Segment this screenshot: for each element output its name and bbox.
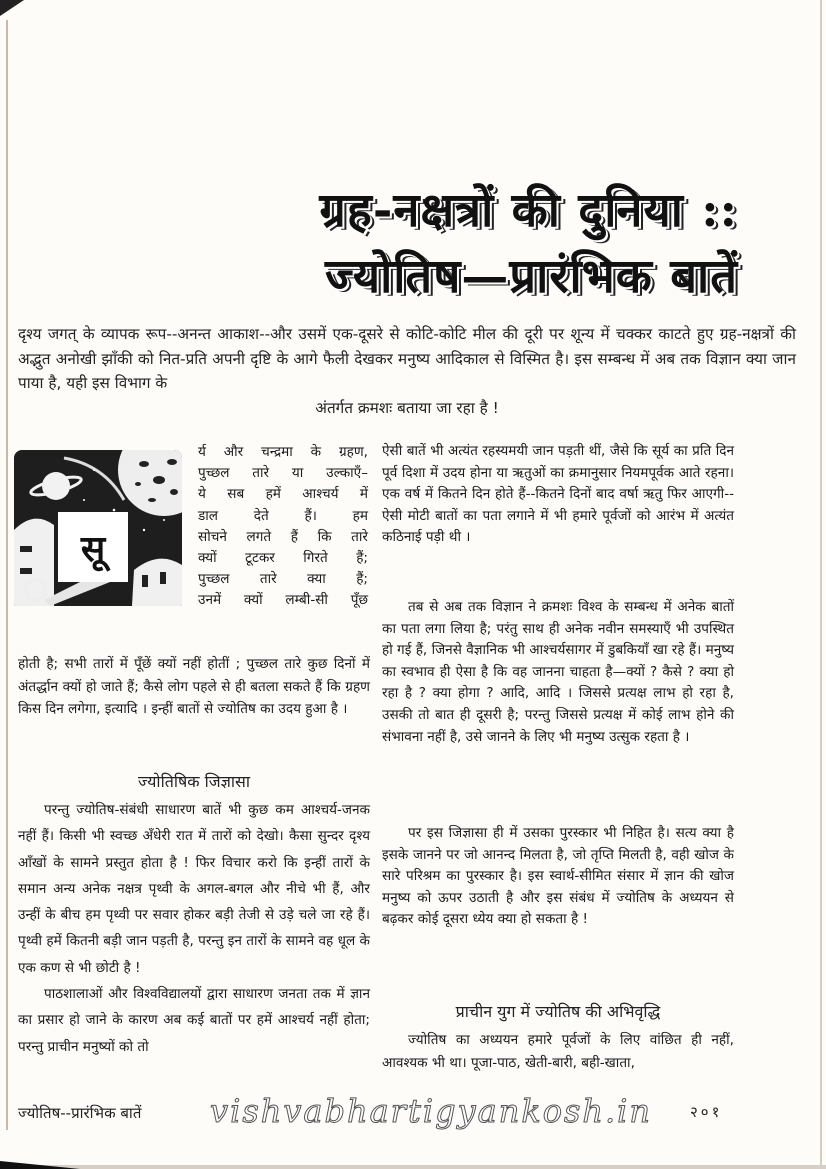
- right-column-para-2: [382, 597, 734, 748]
- paragraph: ज्योतिष का अध्ययन हमारे पूर्वजों के लिए वांछित ही नहीं, आवश्यक भी था। पूजा-पाठ, खेती-बारी, बही-खाता,: [382, 1032, 734, 1071]
- astronomy-illustration: [14, 450, 182, 606]
- dropcap-letter: सू: [80, 527, 106, 570]
- page-number: २०१: [690, 1103, 723, 1121]
- title-line-2: ज्योतिष—प्रारंभिक बातें: [324, 249, 738, 304]
- running-footer-title: ज्योतिष--प्रारंभिक बातें: [18, 1104, 142, 1122]
- paragraph: होती है; सभी तारों में पूँछें क्यों नहीं होतीं ; पुच्छल तारे कुछ दिनों में अंतर्द्धान क्यों हो जाते हैं; कैसे लोग पहले से ही बतला सकते हैं कि ग्रहण किस दिन लगेगा, इत्यादि । इन्हीं बातों से ज्योतिष का उदय हुआ है ।: [18, 656, 370, 717]
- scan-bottom-strip: [0, 1165, 826, 1169]
- watermark: vishvabhartigyankosh.in: [210, 1092, 653, 1130]
- page-left-edge: [6, 20, 8, 1130]
- wrap-line: डाल देते हैं। हम: [198, 507, 368, 524]
- wrap-line: उनमें क्यों लम्बी-सी पूँछ: [198, 592, 368, 609]
- saturn-icon: [29, 472, 82, 500]
- section-heading-prachin-yug: प्राचीन युग में ज्योतिष की अभिवृद्धि: [455, 1002, 661, 1021]
- page-right-edge: [820, 0, 822, 1169]
- wrapped-text-beside-illustration: [198, 442, 368, 612]
- section-heading-jyotishik-jigyasa: ज्योतिषिक जिज्ञासा: [138, 772, 250, 791]
- right-column-para-4: [382, 1029, 734, 1075]
- intro-text: दृश्य जगत् के व्यापक रूप--अनन्त आकाश--और उसमें एक-दूसरे से कोटि-कोटि मील की दूरी पर शून्य में चक्कर काटते हुए ग्रह-नक्षत्रों की अद्भुत अनोखी झाँकी को नित-प्रति अपनी दृष्टि के आगे फैली देखकर मनुष्य आदिकाल से विस्मित है। इस सम्बन्ध में अब तक विज्ञान क्या जान पाया है, यही इस विभाग के: [18, 325, 796, 392]
- paragraph: परन्तु ज्योतिष-संबंधी साधारण बातें भी कुछ कम आश्चर्य-जनक नहीं हैं। किसी भी स्वच्छ अँधेरी रात में तारों को देखो। कैसा सुन्दर दृश्य आँखों के सामने प्रस्तुत होता है ! फिर विचार करो कि इन्हीं तारों के समान अन्य अनेक नक्षत्र पृथ्वी के अगल-बगल और नीचे भी हैं, और उन्हीं के बीच हम पृथ्वी पर सवार होकर बड़ी तेजी से उड़े चले जा रहे हैं। पृथ्वी हमें कितनी बड़ी जान पड़ती है, परन्तु इन तारों के सामने वह धूल के एक कण से भी छोटी है !: [18, 802, 370, 976]
- wrap-line: ये सब हमें आश्चर्य में: [198, 486, 368, 503]
- paragraph: पाठशालाओं और विश्वविद्यालयों द्वारा साधारण जनता तक में ज्ञान का प्रसार हो जाने के कारण अब कई बातों पर हमें आश्चर्य नहीं होता; परन्तु प्राचीन मनुष्यों को तो: [18, 986, 370, 1055]
- wrap-line: पुच्छल तारे क्या हैं;: [198, 571, 368, 588]
- wrap-line: क्यों टूटकर गिरते हैं;: [198, 550, 368, 567]
- left-column-continuation: [18, 653, 370, 721]
- paragraph: तब से अब तक विज्ञान ने क्रमशः विश्व के सम्बन्ध में अनेक बातों का पता लगा लिया है; परंतु साथ ही अनेक नवीन समस्याएँ भी उपस्थित हो गई हैं, जिनसे वैज्ञानिक भी आश्चर्यसागर में डुबकियाँ खा रहे हैं। मनुष्य का स्वभाव ही ऐसा है कि वह जानना चाहता है—क्यों ? कैसे ? क्या हो रहा है ? क्या होगा ? आदि, आदि । जिससे प्रत्यक्ष लाभ हो रहा है, उसकी तो बात ही दूसरी है; परन्तु जिससे प्रत्यक्ष में कोई लाभ होने की संभावना नहीं है, उसे जानने के लिए भी मनुष्य उत्सुक रहता है ।: [382, 599, 734, 745]
- page-title: [319, 178, 738, 310]
- title-line-1: ग्रह-नक्षत्रों की दुनिया ::: [319, 183, 738, 238]
- wrap-line: सोचने लगते हैं कि तारे: [198, 528, 368, 545]
- wrap-line: पुच्छल तारे या उल्काएँ–: [198, 465, 368, 482]
- wrap-line: र्य और चन्द्रमा के ग्रहण,: [198, 444, 368, 460]
- comet-icon: [64, 458, 124, 500]
- intro-paragraph: [18, 322, 796, 420]
- right-column-para-1: [382, 441, 734, 549]
- paragraph: ऐसी बातें भी अत्यंत रहस्यमयी जान पड़ती थीं, जैसे कि सूर्य का प्रति दिन पूर्व दिशा में उदय होना या ऋतुओं का क्रमानुसार नियमपूर्वक आते रहना। एक वर्ष में कितने दिन होते हैं--कितने दिनों बाद वर्षा ऋतु फिर आएगी--ऐसी मोटी बातों का पता लगाने में भी हमारे पूर्वजों को आरंभ में अत्यंत कठिनाई पड़ी थी ।: [382, 443, 734, 545]
- moon-icon: [118, 450, 182, 516]
- scan-corner-shadow: [0, 0, 24, 16]
- paragraph: पर इस जिज्ञासा ही में उसका पुरस्कार भी निहित है। सत्य क्या है इसके जानने पर जो आनन्द मिलता है, जो तृप्ति मिलती है, वही खोज के सारे परिश्रम का पुरस्कार है। इस स्वार्थ-सीमित संसार में ज्ञान की खोज मनुष्य को ऊपर उठाती है और इस संबंध में ज्योतिष के अध्ययन से बढ़कर कोई दूसरा ध्येय क्या हो सकता है !: [382, 825, 734, 928]
- dropcap-box: [58, 512, 128, 582]
- right-column-para-3: [382, 823, 734, 931]
- intro-last-line: अंतर्गत क्रमशः बताया जा रहा है !: [315, 398, 499, 417]
- left-column-body: [18, 797, 370, 1060]
